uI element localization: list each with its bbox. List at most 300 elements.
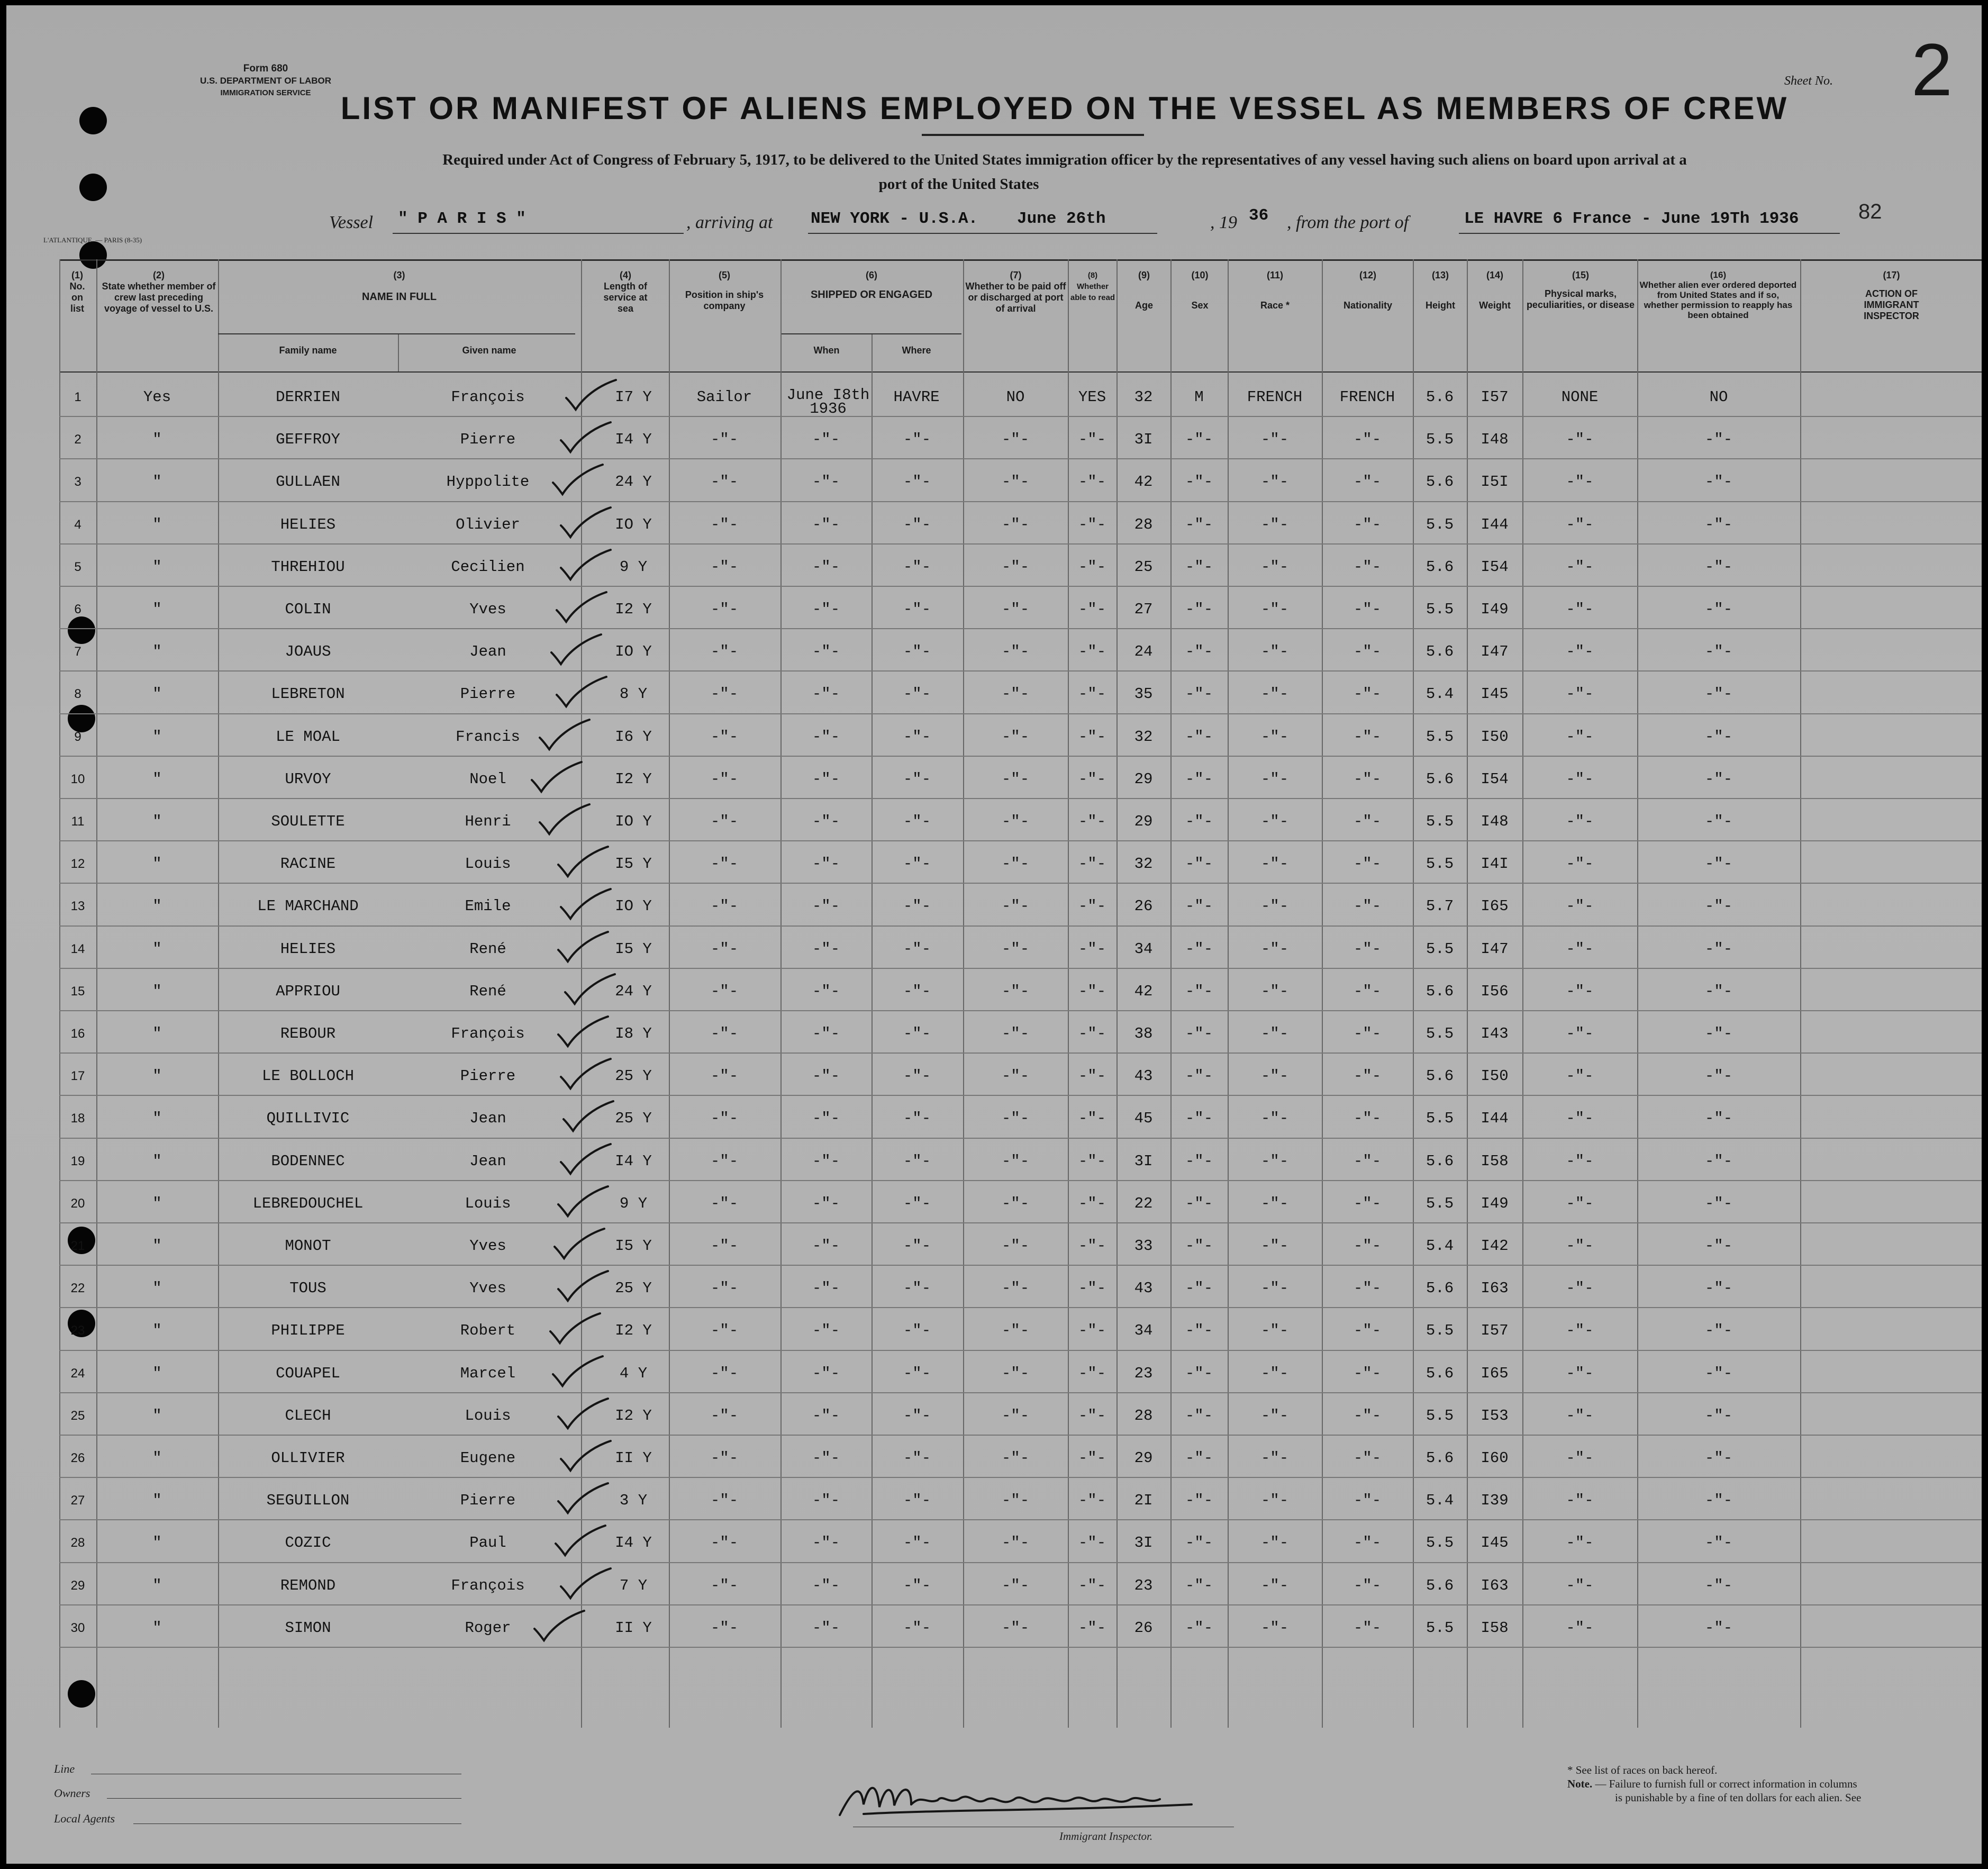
punch-hole bbox=[79, 241, 107, 269]
age: 3I bbox=[1134, 431, 1153, 448]
col15-label: Physical marks, peculiarities, or disease bbox=[1526, 288, 1635, 310]
nationality-ditto: -"- bbox=[1353, 983, 1382, 1000]
note-label: Note. bbox=[1567, 1777, 1593, 1790]
check-mark-icon bbox=[557, 548, 615, 585]
sex-ditto: -"- bbox=[1185, 1067, 1213, 1085]
position-ditto: -"- bbox=[710, 1067, 739, 1085]
family-name: SOULETTE bbox=[271, 813, 345, 830]
physical-marks-ditto: -"- bbox=[1566, 940, 1594, 958]
given-name: Francis bbox=[456, 728, 520, 746]
weight: I58 bbox=[1481, 1619, 1509, 1637]
given-name: René bbox=[469, 983, 506, 1000]
able-to-read-ditto: -"- bbox=[1078, 1025, 1106, 1042]
row-number: 25 bbox=[70, 1409, 85, 1423]
row-number: 17 bbox=[70, 1069, 85, 1083]
given-name: Cecilien bbox=[451, 558, 525, 576]
previous-voyage-ditto: " bbox=[152, 1025, 162, 1042]
row-number: 1 bbox=[74, 390, 81, 404]
previous-voyage-ditto: " bbox=[152, 1619, 162, 1637]
deported-ditto: -"- bbox=[1704, 1195, 1733, 1212]
race-ditto: -"- bbox=[1260, 643, 1289, 660]
col2-label: State whether member of crew last preceding voyage of vessel to U.S. bbox=[102, 281, 216, 314]
row-number: 29 bbox=[70, 1578, 85, 1593]
family-name: HELIES bbox=[280, 516, 336, 533]
shipped-where-ditto: -"- bbox=[903, 1577, 931, 1594]
shipped-where-ditto: -"- bbox=[903, 1365, 931, 1382]
family-name: REMOND bbox=[280, 1577, 336, 1594]
weight: I56 bbox=[1481, 983, 1509, 1000]
able-to-read-ditto: -"- bbox=[1078, 1407, 1106, 1425]
nationality-ditto: -"- bbox=[1353, 1025, 1382, 1042]
col9-label: Age bbox=[1134, 300, 1153, 311]
sex-ditto: -"- bbox=[1185, 897, 1213, 915]
col3-number: (3) bbox=[393, 270, 405, 280]
sex-ditto: -"- bbox=[1185, 685, 1213, 703]
physical-marks-ditto: -"- bbox=[1566, 1492, 1594, 1509]
service-at-sea: I6 Y bbox=[615, 728, 652, 746]
age: 34 bbox=[1134, 940, 1153, 958]
nationality-ditto: -"- bbox=[1353, 516, 1382, 533]
family-name: COZIC bbox=[285, 1534, 331, 1552]
shipped-when: June I8th bbox=[786, 386, 870, 404]
vessel-label: Vessel bbox=[329, 213, 374, 232]
shipped-when-ditto: -"- bbox=[812, 601, 840, 618]
family-name: GULLAEN bbox=[276, 473, 340, 491]
row-number: 21 bbox=[70, 1239, 85, 1253]
family-name: DERRIEN bbox=[276, 388, 340, 406]
shipped-where-ditto: -"- bbox=[903, 770, 931, 788]
nationality-ditto: -"- bbox=[1353, 1153, 1382, 1170]
physical-marks-ditto: -"- bbox=[1566, 1534, 1594, 1552]
given-name: Olivier bbox=[456, 516, 520, 533]
col14-label: Weight bbox=[1479, 300, 1511, 311]
paid-off-ditto: -"- bbox=[1001, 431, 1030, 448]
physical-marks-ditto: -"- bbox=[1566, 643, 1594, 660]
age: 26 bbox=[1134, 897, 1153, 915]
col14-header bbox=[1468, 270, 1521, 311]
deported-ditto: -"- bbox=[1704, 728, 1733, 746]
given-name: Jean bbox=[469, 1153, 506, 1170]
previous-voyage-ditto: " bbox=[152, 516, 162, 533]
nationality-ditto: -"- bbox=[1353, 813, 1382, 830]
shipped-when-ditto: -"- bbox=[812, 685, 840, 703]
page-title: LIST OR MANIFEST OF ALIENS EMPLOYED ON THE VESSEL AS MEMBERS OF CREW bbox=[340, 90, 1789, 126]
col16-header bbox=[1639, 270, 1798, 320]
row-rule bbox=[59, 1350, 1982, 1351]
nationality-ditto: -"- bbox=[1353, 1449, 1382, 1467]
deported-ditto: -"- bbox=[1704, 516, 1733, 533]
nationality-ditto: -"- bbox=[1353, 558, 1382, 576]
check-mark-icon bbox=[557, 1142, 615, 1179]
row-number: 18 bbox=[70, 1111, 85, 1126]
shipped-where: HAVRE bbox=[893, 388, 940, 406]
form-number: Form 680 bbox=[243, 63, 288, 74]
check-mark-icon bbox=[547, 632, 605, 669]
col17-header bbox=[1803, 270, 1980, 322]
physical-marks-ditto: -"- bbox=[1566, 431, 1594, 448]
from-port: LE HAVRE 6 France - June 19Th 1936 bbox=[1464, 210, 1799, 228]
physical-marks-ditto: -"- bbox=[1566, 1449, 1594, 1467]
deported-ditto: -"- bbox=[1704, 473, 1733, 491]
nationality-ditto: -"- bbox=[1353, 1407, 1382, 1425]
position-ditto: -"- bbox=[710, 855, 739, 873]
position-ditto: -"- bbox=[710, 897, 739, 915]
given-name: Yves bbox=[469, 601, 506, 618]
weight: I50 bbox=[1481, 728, 1509, 746]
check-mark-icon bbox=[546, 1311, 604, 1348]
row-rule bbox=[59, 968, 1982, 969]
age: 35 bbox=[1134, 685, 1153, 703]
physical-marks-ditto: -"- bbox=[1566, 813, 1594, 830]
family-name: JOAUS bbox=[285, 643, 331, 660]
row-rule bbox=[59, 1095, 1982, 1096]
able-to-read-ditto: -"- bbox=[1078, 431, 1106, 448]
row-rule bbox=[59, 798, 1982, 799]
row-rule bbox=[59, 1435, 1982, 1436]
able-to-read-ditto: -"- bbox=[1078, 1067, 1106, 1085]
given-name: Pierre bbox=[460, 1492, 516, 1509]
check-mark-icon bbox=[549, 1354, 607, 1391]
weight: I60 bbox=[1481, 1449, 1509, 1467]
previous-voyage-ditto: " bbox=[152, 770, 162, 788]
service-at-sea: 9 Y bbox=[619, 558, 648, 576]
weight: I53 bbox=[1481, 1407, 1509, 1425]
service-at-sea: I7 Y bbox=[615, 388, 652, 406]
height: 5.6 bbox=[1426, 643, 1454, 660]
physical-marks-ditto: -"- bbox=[1566, 1237, 1594, 1255]
arriving-label: , arriving at bbox=[686, 213, 773, 232]
shipped-subheader-rule bbox=[782, 333, 961, 334]
race-ditto: -"- bbox=[1260, 940, 1289, 958]
shipped-when-ditto: -"- bbox=[812, 1237, 840, 1255]
race-ditto: -"- bbox=[1260, 1322, 1289, 1339]
race-ditto: -"- bbox=[1260, 516, 1289, 533]
shipped-when-ditto: -"- bbox=[812, 855, 840, 873]
previous-voyage-ditto: " bbox=[152, 1365, 162, 1382]
col11-number: (11) bbox=[1266, 270, 1284, 280]
race-ditto: -"- bbox=[1260, 1067, 1289, 1085]
shipped-where-ditto: -"- bbox=[903, 940, 931, 958]
physical-marks-ditto: -"- bbox=[1566, 1110, 1594, 1127]
check-mark-icon bbox=[549, 462, 607, 500]
race-ditto: -"- bbox=[1260, 473, 1289, 491]
row-rule bbox=[59, 1392, 1982, 1393]
row-number: 11 bbox=[71, 814, 85, 829]
row-number: 10 bbox=[70, 772, 85, 786]
check-mark-icon bbox=[561, 972, 619, 1009]
deported-ditto: -"- bbox=[1704, 1153, 1733, 1170]
age: 45 bbox=[1134, 1110, 1153, 1127]
shipped-where-ditto: -"- bbox=[903, 685, 931, 703]
paid-off-ditto: -"- bbox=[1001, 983, 1030, 1000]
manifest-sheet bbox=[6, 5, 1982, 1864]
service-at-sea: 9 Y bbox=[619, 1195, 648, 1212]
check-mark-icon bbox=[551, 1523, 610, 1560]
previous-voyage-ditto: " bbox=[152, 897, 162, 915]
shipped-when-ditto: -"- bbox=[812, 643, 840, 660]
row-number: 4 bbox=[74, 518, 81, 532]
given-name: François bbox=[451, 1577, 525, 1594]
height: 5.4 bbox=[1426, 685, 1454, 703]
sex-ditto: -"- bbox=[1185, 431, 1213, 448]
previous-voyage-ditto: " bbox=[152, 1322, 162, 1339]
height: 5.6 bbox=[1426, 1577, 1454, 1594]
able-to-read-ditto: -"- bbox=[1078, 855, 1106, 873]
physical-marks-ditto: -"- bbox=[1566, 770, 1594, 788]
col12-number: (12) bbox=[1359, 270, 1376, 280]
service-at-sea: 25 Y bbox=[615, 1110, 652, 1127]
shipped-when-ditto: -"- bbox=[812, 516, 840, 533]
col1-header bbox=[59, 270, 95, 314]
family-name: HELIES bbox=[280, 940, 336, 958]
race-ditto: -"- bbox=[1260, 1619, 1289, 1637]
shipped-when-ditto: -"- bbox=[812, 558, 840, 576]
age: 28 bbox=[1134, 1407, 1153, 1425]
previous-voyage-ditto: " bbox=[152, 431, 162, 448]
row-number: 2 bbox=[74, 432, 81, 447]
given-name: Jean bbox=[469, 643, 506, 660]
department: U.S. DEPARTMENT OF LABOR bbox=[199, 76, 332, 86]
deported-ditto: -"- bbox=[1704, 897, 1733, 915]
weight: I54 bbox=[1481, 558, 1509, 576]
previous-voyage-ditto: " bbox=[152, 1110, 162, 1127]
previous-voyage-ditto: " bbox=[152, 1449, 162, 1467]
position-ditto: -"- bbox=[710, 431, 739, 448]
position-ditto: -"- bbox=[710, 940, 739, 958]
position-ditto: -"- bbox=[710, 1110, 739, 1127]
sex-ditto: -"- bbox=[1185, 1280, 1213, 1297]
row-rule bbox=[59, 1562, 1982, 1563]
position-ditto: -"- bbox=[710, 473, 739, 491]
height: 5.6 bbox=[1426, 1280, 1454, 1297]
arriving-port: NEW YORK - U.S.A. bbox=[811, 210, 978, 228]
col9-header bbox=[1118, 270, 1170, 311]
deported-ditto: -"- bbox=[1704, 1025, 1733, 1042]
previous-voyage-ditto: " bbox=[152, 1237, 162, 1255]
able-to-read-ditto: -"- bbox=[1078, 770, 1106, 788]
sex: M bbox=[1194, 388, 1204, 406]
name-subheader-rule bbox=[218, 333, 575, 334]
shipped-when-ditto: -"- bbox=[812, 1577, 840, 1594]
able-to-read-ditto: -"- bbox=[1078, 516, 1106, 533]
check-mark-icon bbox=[554, 1269, 612, 1306]
given-name: Noel bbox=[469, 770, 506, 788]
physical-marks-ditto: -"- bbox=[1566, 855, 1594, 873]
height: 5.5 bbox=[1426, 1322, 1454, 1339]
paid-off-ditto: -"- bbox=[1001, 1280, 1030, 1297]
deported-ditto: -"- bbox=[1704, 1619, 1733, 1637]
shipped-when-ditto: -"- bbox=[812, 940, 840, 958]
row-number: 20 bbox=[70, 1196, 85, 1211]
given-name: Louis bbox=[465, 1195, 511, 1212]
given-name: Yves bbox=[469, 1280, 506, 1297]
weight: I58 bbox=[1481, 1153, 1509, 1170]
arriving-underline bbox=[808, 233, 1157, 234]
shipped-when-ditto: -"- bbox=[812, 431, 840, 448]
paid-off-ditto: -"- bbox=[1001, 1407, 1030, 1425]
able-to-read-ditto: -"- bbox=[1078, 1619, 1106, 1637]
physical-marks-ditto: -"- bbox=[1566, 1067, 1594, 1085]
paid-off: NO bbox=[1006, 388, 1025, 406]
able-to-read-ditto: -"- bbox=[1078, 1492, 1106, 1509]
given-name: Robert bbox=[460, 1322, 516, 1339]
service-at-sea: I5 Y bbox=[615, 1237, 652, 1255]
weight: I48 bbox=[1481, 431, 1509, 448]
age: 42 bbox=[1134, 473, 1153, 491]
check-mark-icon bbox=[554, 930, 612, 967]
service-at-sea: IO Y bbox=[615, 813, 652, 830]
race-ditto: -"- bbox=[1260, 1110, 1289, 1127]
deported-ditto: -"- bbox=[1704, 1534, 1733, 1552]
shipped-where-ditto: -"- bbox=[903, 897, 931, 915]
position-ditto: -"- bbox=[710, 1322, 739, 1339]
check-mark-icon bbox=[530, 1609, 588, 1646]
service-at-sea: I4 Y bbox=[615, 1153, 652, 1170]
height: 5.6 bbox=[1426, 1449, 1454, 1467]
row-rule bbox=[59, 670, 1982, 672]
nationality-ditto: -"- bbox=[1353, 1067, 1382, 1085]
check-mark-icon bbox=[554, 1396, 612, 1433]
given-name: Pierre bbox=[460, 1067, 516, 1085]
paid-off-ditto: -"- bbox=[1001, 1025, 1030, 1042]
row-rule bbox=[59, 883, 1982, 884]
able-to-read-ditto: -"- bbox=[1078, 1322, 1106, 1339]
col15-number: (15) bbox=[1572, 270, 1589, 280]
race-ditto: -"- bbox=[1260, 1280, 1289, 1297]
able-to-read-ditto: -"- bbox=[1078, 940, 1106, 958]
height: 5.6 bbox=[1426, 983, 1454, 1000]
race-ditto: -"- bbox=[1260, 1025, 1289, 1042]
service-at-sea: I2 Y bbox=[615, 1322, 652, 1339]
shipped-where-ditto: -"- bbox=[903, 728, 931, 746]
able-to-read-ditto: -"- bbox=[1078, 685, 1106, 703]
family-name: URVOY bbox=[285, 770, 331, 788]
shipped-where-ditto: -"- bbox=[903, 601, 931, 618]
physical-marks-ditto: -"- bbox=[1566, 1577, 1594, 1594]
nationality-ditto: -"- bbox=[1353, 897, 1382, 915]
sex-ditto: -"- bbox=[1185, 983, 1213, 1000]
nationality-ditto: -"- bbox=[1353, 643, 1382, 660]
row-rule bbox=[59, 1307, 1982, 1308]
able-to-read-ditto: -"- bbox=[1078, 1534, 1106, 1552]
col8-number: (8) bbox=[1087, 271, 1098, 280]
paid-off-ditto: -"- bbox=[1001, 1110, 1030, 1127]
family-name: THREHIOU bbox=[271, 558, 345, 576]
service: IMMIGRATION SERVICE bbox=[220, 88, 311, 97]
previous-voyage-ditto: " bbox=[152, 1067, 162, 1085]
weight: I47 bbox=[1481, 940, 1509, 958]
able-to-read-ditto: -"- bbox=[1078, 1237, 1106, 1255]
sex-ditto: -"- bbox=[1185, 940, 1213, 958]
vessel-name: " P A R I S " bbox=[398, 210, 526, 228]
service-at-sea: I4 Y bbox=[615, 431, 652, 448]
check-mark-icon bbox=[559, 1099, 618, 1136]
deported-ditto: -"- bbox=[1704, 1067, 1733, 1085]
height: 5.5 bbox=[1426, 1195, 1454, 1212]
position-ditto: -"- bbox=[710, 1237, 739, 1255]
previous-voyage-ditto: " bbox=[152, 643, 162, 660]
paid-off-ditto: -"- bbox=[1001, 1365, 1030, 1382]
row-number: 16 bbox=[70, 1027, 85, 1041]
paid-off-ditto: -"- bbox=[1001, 643, 1030, 660]
given-name: René bbox=[469, 940, 506, 958]
age: 3I bbox=[1134, 1534, 1153, 1552]
service-at-sea: II Y bbox=[615, 1619, 652, 1637]
shipped-when-ditto: -"- bbox=[812, 897, 840, 915]
shipped-when-ditto: -"- bbox=[812, 770, 840, 788]
height: 5.4 bbox=[1426, 1237, 1454, 1255]
sheet-number: 2 bbox=[1911, 28, 1953, 111]
deported-ditto: -"- bbox=[1704, 1449, 1733, 1467]
col5-header bbox=[669, 270, 779, 312]
row-number: 22 bbox=[70, 1281, 85, 1295]
position-ditto: -"- bbox=[710, 1492, 739, 1509]
service-at-sea: 25 Y bbox=[615, 1067, 652, 1085]
deported-ditto: -"- bbox=[1704, 643, 1733, 660]
col5-number: (5) bbox=[719, 270, 730, 280]
shipped-when-year: 1936 bbox=[810, 400, 847, 418]
height: 5.5 bbox=[1426, 516, 1454, 533]
sex-ditto: -"- bbox=[1185, 1025, 1213, 1042]
service-at-sea: 8 Y bbox=[619, 685, 648, 703]
physical-marks-ditto: -"- bbox=[1566, 1407, 1594, 1425]
position-ditto: -"- bbox=[710, 1619, 739, 1637]
col4-number: (4) bbox=[620, 270, 631, 280]
position-ditto: -"- bbox=[710, 516, 739, 533]
shipped-when-ditto: -"- bbox=[812, 1449, 840, 1467]
nationality-ditto: -"- bbox=[1353, 601, 1382, 618]
owners-label: Owners bbox=[54, 1786, 90, 1800]
check-mark-icon bbox=[550, 1227, 609, 1264]
col17-label: ACTION OF IMMIGRANT INSPECTOR bbox=[1864, 288, 1919, 321]
service-at-sea: 3 Y bbox=[619, 1492, 648, 1509]
nationality-ditto: -"- bbox=[1353, 1577, 1382, 1594]
given-name-header: Given name bbox=[462, 345, 516, 356]
race-ditto: -"- bbox=[1260, 1534, 1289, 1552]
shipped-when-ditto: -"- bbox=[812, 1067, 840, 1085]
family-name: MONOT bbox=[285, 1237, 331, 1255]
col14-number: (14) bbox=[1486, 270, 1503, 280]
row-number: 15 bbox=[70, 984, 85, 999]
family-name: TOUS bbox=[289, 1280, 326, 1297]
paid-off-ditto: -"- bbox=[1001, 1195, 1030, 1212]
age: 25 bbox=[1134, 558, 1153, 576]
check-mark-icon bbox=[554, 1014, 612, 1051]
physical-marks-ditto: -"- bbox=[1566, 1322, 1594, 1339]
shipped-where-ditto: -"- bbox=[903, 1195, 931, 1212]
shipped-when-ditto: -"- bbox=[812, 1407, 840, 1425]
year-prefix: , 19 bbox=[1210, 213, 1237, 232]
deported-ditto: -"- bbox=[1704, 813, 1733, 830]
shipped-where-ditto: -"- bbox=[903, 516, 931, 533]
shipped-where-ditto: -"- bbox=[903, 473, 931, 491]
service-at-sea: IO Y bbox=[615, 897, 652, 915]
nationality: FRENCH bbox=[1339, 388, 1395, 406]
sheet-label: Sheet No. bbox=[1784, 74, 1833, 88]
shipped-when-ditto: -"- bbox=[812, 1365, 840, 1382]
family-name: SEGUILLON bbox=[266, 1492, 350, 1509]
shipped-where-ditto: -"- bbox=[903, 1025, 931, 1042]
able-to-read: YES bbox=[1078, 388, 1106, 406]
row-number: 30 bbox=[70, 1621, 85, 1635]
nationality-ditto: -"- bbox=[1353, 728, 1382, 746]
previous-voyage-ditto: " bbox=[152, 601, 162, 618]
row-rule bbox=[59, 1477, 1982, 1478]
previous-voyage-ditto: " bbox=[152, 685, 162, 703]
age: 33 bbox=[1134, 1237, 1153, 1255]
service-at-sea: I2 Y bbox=[615, 601, 652, 618]
paid-off-ditto: -"- bbox=[1001, 516, 1030, 533]
